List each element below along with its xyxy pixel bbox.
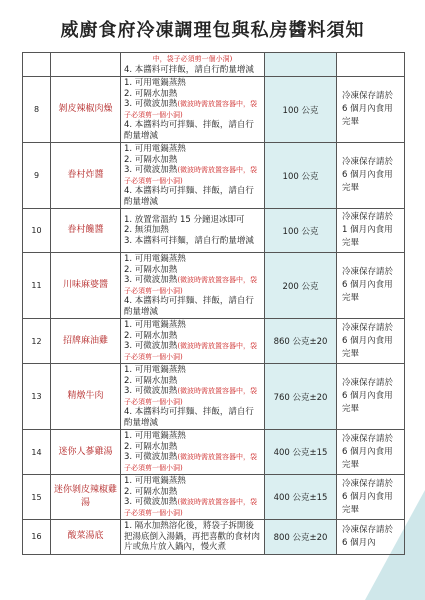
item-number: 15 [23,475,51,520]
instruction-step [124,99,261,120]
instruction-step [124,407,261,428]
product-name: 眷村炸醬 [51,143,121,209]
storage-cell: 冷凍保存請於 6 個月內食用完畢 [337,77,405,143]
instruction-text: 1. 可用電鍋蒸熱 [124,78,186,88]
instruction-text: 2. 可隔水加熱 [124,375,178,386]
instruction-step [124,144,261,155]
product-name: 眷村饞醬 [51,209,121,253]
item-number: 11 [23,253,51,319]
microwave-note: (微波時需放置容器中，袋子必須剪一個小洞) [124,498,258,517]
instruction-text: 1. 可用電鍋蒸熱 [124,476,186,486]
instruction-step [124,78,261,89]
instruction-text: 2. 可隔水加熱 [124,154,178,165]
instruction-step [124,120,261,141]
instruction-step [124,442,261,453]
instruction-text: 1. 可用電鍋蒸熱 [124,365,186,375]
weight-cell: 100 公克 [265,143,337,209]
product-name: 川味麻婆醬 [51,253,121,319]
storage-cell: 冷凍保存請於 6 個月內 [337,520,405,555]
product-name: 迷你剝皮辣椒雞湯 [51,475,121,520]
microwave-note: (微波時需放置容器中，袋子必須剪一個小洞) [124,166,258,185]
instruction-step [124,265,261,276]
instruction-text: 3. 可微波加熱 [124,341,178,351]
page-title: 威廚食府冷凍調理包與私房醬料須知 [60,20,365,41]
instruction-step [124,376,261,387]
weight-cell: 800 公克±20 [265,520,337,555]
instruction-step [124,296,261,317]
table-row [23,209,405,253]
instructions-cell [121,253,265,319]
item-number: 8 [23,77,51,143]
storage-cell: 冷凍保存請於 6 個月內食用完畢 [337,253,405,319]
table-row [23,319,405,364]
instruction-step [124,186,261,207]
storage-cell: 冷凍保存請於 6 個月內食用完畢 [337,319,405,364]
weight-cell: 100 公克 [265,209,337,253]
instructions-cell [121,364,265,430]
product-name: 酸菜湯底 [51,520,121,555]
instruction-text: 2. 可隔水加熱 [124,264,178,275]
instruction-text: 1. 可用電鍋蒸熱 [124,431,186,441]
product-name: 剝皮辣椒肉燥 [51,77,121,143]
item-number: 14 [23,430,51,475]
instruction-text: 1. 放置常溫約 15 分鐘退冰即可 [124,214,245,225]
product-name: 精燉牛肉 [51,364,121,430]
instruction-text: 3. 可微波加熱 [124,497,178,507]
item-number: 12 [23,319,51,364]
instruction-step [124,521,261,553]
instruction-text: 2. 可隔水加熱 [124,88,178,99]
instruction-step [124,452,261,473]
instruction-text: 3. 本醬料可拌麵，請自行酌量增減 [124,235,254,246]
microwave-note: 中，袋子必須剪一個小洞) [152,55,233,63]
instruction-step [124,320,261,331]
weight-cell: 400 公克±15 [265,430,337,475]
instruction-text: 4. 本醬料均可拌麵、拌飯，請自行酌量增減 [124,296,254,317]
weight-cell: 100 公克 [265,77,337,143]
instruction-step [124,386,261,407]
instruction-step [124,275,261,296]
instruction-text: 3. 可微波加熱 [124,386,178,396]
item-number: 10 [23,209,51,253]
instruction-text: 3. 可微波加熱 [124,275,178,285]
instruction-text: 1. 可用電鍋蒸熱 [124,254,186,264]
item-number: 13 [23,364,51,430]
table-row [23,143,405,209]
instruction-step [124,215,261,226]
microwave-note: (微波時需放置容器中，袋子必須剪一個小洞) [124,342,258,361]
instruction-text: 2. 可隔水加熱 [124,330,178,341]
instruction-step [124,254,261,265]
instruction-text: 2. 可隔水加熱 [124,441,178,452]
instruction-step [124,431,261,442]
product-name: 迷你人蔘雞湯 [51,430,121,475]
table-row [23,364,405,430]
table-row [23,77,405,143]
table-row [23,430,405,475]
instruction-step [124,365,261,376]
instruction-step [124,155,261,166]
instruction-step [124,487,261,498]
product-name: 招牌麻油雞 [51,319,121,364]
instruction-step [124,236,261,247]
microwave-note: (微波時需放置容器中，袋子必須剪一個小洞) [124,453,258,472]
instruction-step [124,89,261,100]
instruction-text: 4. 本醬料均可拌麵、拌飯，請自行酌量增減 [124,120,254,141]
storage-cell: 冷凍保存請於 6 個月內食用完畢 [337,430,405,475]
instructions-cell [121,475,265,520]
product-table [22,52,405,555]
instruction-step [124,497,261,518]
microwave-note: (微波時需放置容器中，袋子必須剪一個小洞) [124,387,258,406]
instruction-text: 1. 隔水加熱溶化後，將袋子拆開後把湯底倒入湯鍋，再把喜歡的食材肉片或魚片放入鍋內，慢火煮 [124,521,261,552]
storage-cell: 冷凍保存請於 6 個月內食用完畢 [337,143,405,209]
instruction-text: 4. 本醬料均可拌麵、拌飯，請自行酌量增減 [124,407,254,428]
microwave-note: (微波時需放置容器中，袋子必須剪一個小洞) [124,100,258,119]
instructions-cell [121,53,265,77]
instruction-step [124,165,261,186]
storage-cell: 冷凍保存請於 6 個月內食用完畢 [337,364,405,430]
table-row [23,520,405,555]
instructions-cell [121,77,265,143]
instruction-text: 4. 本醬料均可拌麵、拌飯，請自行酌量增減 [124,186,254,207]
instructions-cell [121,209,265,253]
storage-cell: 冷凍保存請於 6 個月內食用完畢 [337,475,405,520]
instruction-step [124,341,261,362]
instruction-step [124,225,261,236]
instruction-step [124,331,261,342]
weight-cell: 860 公克±20 [265,319,337,364]
weight-cell: 200 公克 [265,253,337,319]
table-row [23,253,405,319]
instructions-cell [121,143,265,209]
instruction-text: 3. 可微波加熱 [124,165,178,175]
table-row [23,475,405,520]
instruction-step [124,476,261,487]
weight-cell: 760 公克±20 [265,364,337,430]
instructions-cell [121,520,265,555]
instructions-cell [121,430,265,475]
instruction-text: 3. 可微波加熱 [124,99,178,109]
item-number: 9 [23,143,51,209]
weight-cell: 400 公克±15 [265,475,337,520]
instruction-text: 2. 可隔水加熱 [124,486,178,497]
instruction-text: 3. 可微波加熱 [124,452,178,462]
table-row-continued [23,53,405,77]
instruction-step: 4. 本醬料可拌飯，請自行酌量增減 [124,64,254,75]
instructions-cell [121,319,265,364]
instruction-text: 1. 可用電鍋蒸熱 [124,320,186,330]
storage-cell: 冷凍保存請於 1 個月內食用完畢 [337,209,405,253]
item-number: 16 [23,520,51,555]
instruction-text: 1. 可用電鍋蒸熱 [124,144,186,154]
microwave-note: (微波時需放置容器中，袋子必須剪一個小洞) [124,276,258,295]
instruction-text: 2. 無須加熱 [124,225,169,236]
